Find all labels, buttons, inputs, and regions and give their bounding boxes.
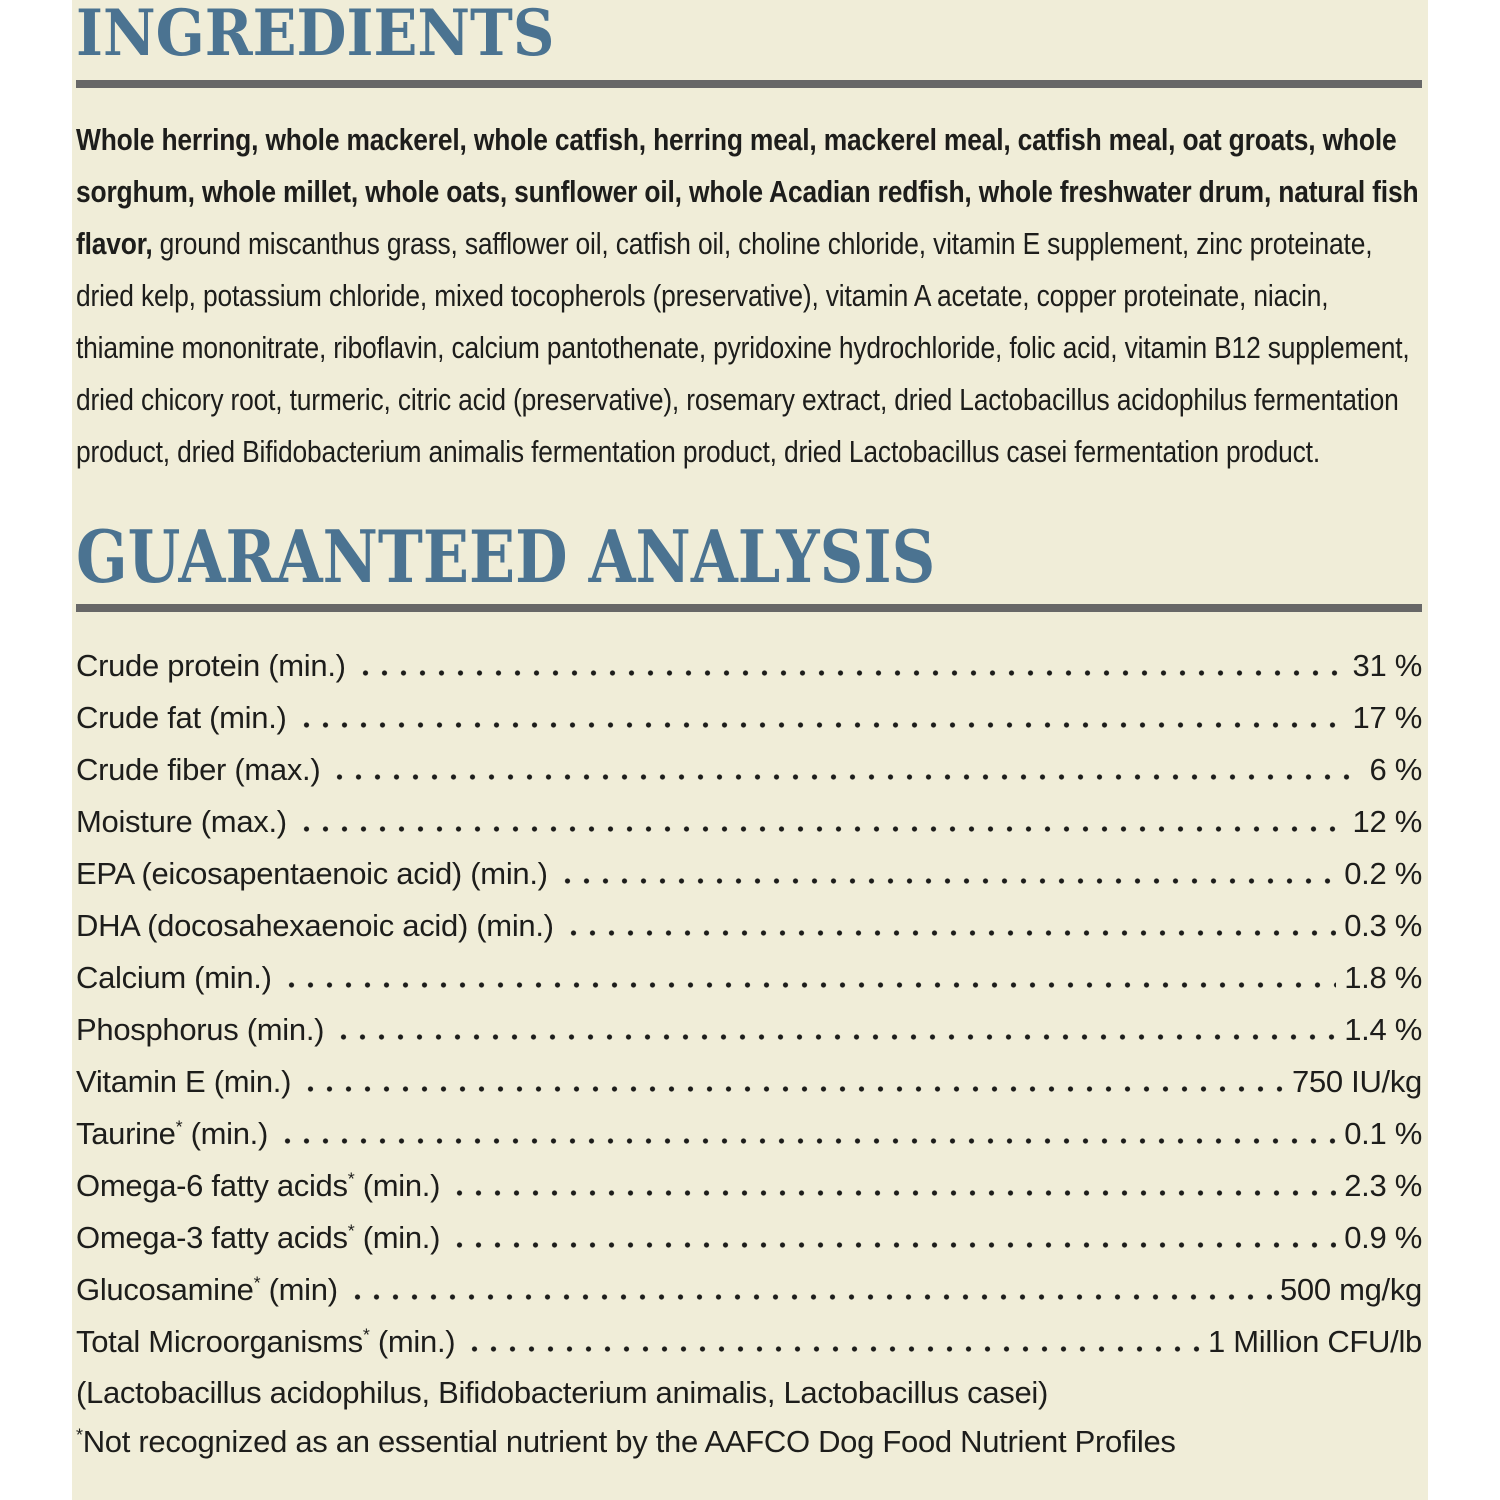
dot-leader [564,930,1337,936]
row-value: 1.4 % [1344,1012,1422,1047]
analysis-row [76,640,1422,692]
row-value: 0.3 % [1344,908,1422,943]
ingredients-regular-text: ground miscanthus grass, safflower oil, catfish oil, choline chloride, vitamin E supplement, zinc proteinate, dried kelp, potassium chloride, mixed tocopherols (preservative), vitamin A acetate, copper proteinate, niacin, thiamine mononitrate, riboflavin, calcium pantothenate, pyridoxine hydrochloride, folic acid, vitamin B12 supplement, dried chicory root, turmeric, citric acid (preservative), rosemary extract, dried Lactobacillus acidophilus fermentation product, dried Bifidobacterium animalis fermentation product, dried Lactobacillus casei fermentation product. [76,226,1410,469]
label-panel [72,0,1428,1500]
row-value: 1 Million CFU/lb [1208,1324,1422,1359]
row-label-text: Vitamin E (min.) [76,1064,292,1099]
analysis-row [76,796,1422,848]
row-asterisk: * [347,1220,355,1241]
row-value: 31 % [1352,648,1422,683]
row-label-text: Calcium (min.) [76,960,272,995]
row-value: 12 % [1352,804,1422,839]
dot-leader [282,982,1337,988]
row-label [76,1212,440,1264]
analysis-row [76,692,1422,744]
dot-leader [334,1034,1336,1040]
footnote-asterisk: * [76,1424,83,1445]
footnote [76,1418,1422,1466]
row-label [76,1160,440,1212]
row-label-text: Taurine [76,1116,176,1151]
row-label-text: Total Microorganisms [76,1324,363,1359]
row-label-text: Omega-3 fatty acids [76,1220,348,1255]
ingredients-paragraph [76,114,1422,478]
row-label-text: EPA (eicosapentaenoic acid) (min.) [76,856,548,891]
row-asterisk: * [362,1324,370,1345]
row-label [76,1264,338,1316]
row-label-text: Omega-6 fatty acids [76,1168,348,1203]
row-asterisk: * [253,1272,261,1293]
row-value: 500 mg/kg [1279,1272,1422,1307]
analysis-row [76,1316,1422,1368]
row-label [76,796,287,848]
row-label [76,1316,455,1368]
dot-leader [450,1242,1336,1248]
row-value: 1.8 % [1344,960,1422,995]
row-value: 0.1 % [1344,1116,1422,1151]
analysis-row [76,1264,1422,1316]
row-label-suffix: (min.) [354,1220,441,1255]
row-label [76,848,548,900]
row-value: 17 % [1352,700,1422,735]
guaranteed-analysis-heading: GUARANTEED ANALYSIS [76,514,936,599]
row-label-suffix: (min.) [354,1168,441,1203]
dot-leader [297,826,1345,832]
analysis-row [76,1004,1422,1056]
row-value: 2.3 % [1344,1168,1422,1203]
analysis-row [76,1212,1422,1264]
analysis-row [76,900,1422,952]
dot-leader [301,1086,1284,1092]
ingredients-bold-text: Whole herring, whole mackerel, whole catfish, herring meal, mackerel meal, catfish meal, oat groats, whole sorghum, whole millet, whole oats, sunflower oil, whole Acadian redfish, whole freshwater drum, natural fish flavor, [76,122,1419,261]
dot-leader [465,1346,1200,1352]
analysis-row [76,1108,1422,1160]
ingredients-rule [76,80,1422,88]
analysis-table [76,640,1422,1368]
dot-leader [330,774,1361,780]
analysis-row [76,848,1422,900]
row-label [76,900,554,952]
row-asterisk: * [175,1116,183,1137]
row-label-text: Crude fat (min.) [76,700,287,735]
dot-leader [356,670,1345,676]
analysis-rule [76,604,1422,612]
row-label-text: Moisture (max.) [76,804,287,839]
row-label-suffix: (min) [260,1272,338,1307]
dot-leader [450,1190,1336,1196]
row-label [76,640,346,692]
row-label [76,1056,291,1108]
row-label-text: DHA (docosahexaenoic acid) (min.) [76,908,554,943]
row-label [76,1108,268,1160]
row-label [76,744,320,796]
row-label-suffix: (min.) [182,1116,269,1151]
row-value: 750 IU/kg [1292,1064,1422,1099]
row-value: 6 % [1369,752,1422,787]
row-asterisk: * [347,1168,355,1189]
dot-leader [348,1294,1272,1300]
row-label [76,692,287,744]
footnote-text: Not recognized as an essential nutrient by the AAFCO Dog Food Nutrient Profiles [82,1424,1176,1459]
microorganisms-detail: (Lactobacillus acidophilus, Bifidobacterium animalis, Lactobacillus casei) [76,1375,1049,1410]
analysis-row [76,952,1422,1004]
row-label-text: Crude protein (min.) [76,648,346,683]
analysis-row [76,1056,1422,1108]
row-label-suffix: (min.) [369,1324,456,1359]
row-value: 0.9 % [1344,1220,1422,1255]
analysis-row [76,1160,1422,1212]
row-label-text: Glucosamine [76,1272,254,1307]
row-value: 0.2 % [1344,856,1422,891]
row-label-text: Phosphorus (min.) [76,1012,325,1047]
row-label [76,952,272,1004]
ingredients-heading: INGREDIENTS [76,0,555,71]
row-label [76,1004,324,1056]
analysis-row [76,744,1422,796]
dot-leader [278,1138,1336,1144]
row-label-text: Crude fiber (max.) [76,752,321,787]
dot-leader [558,878,1337,884]
dot-leader [297,722,1345,728]
